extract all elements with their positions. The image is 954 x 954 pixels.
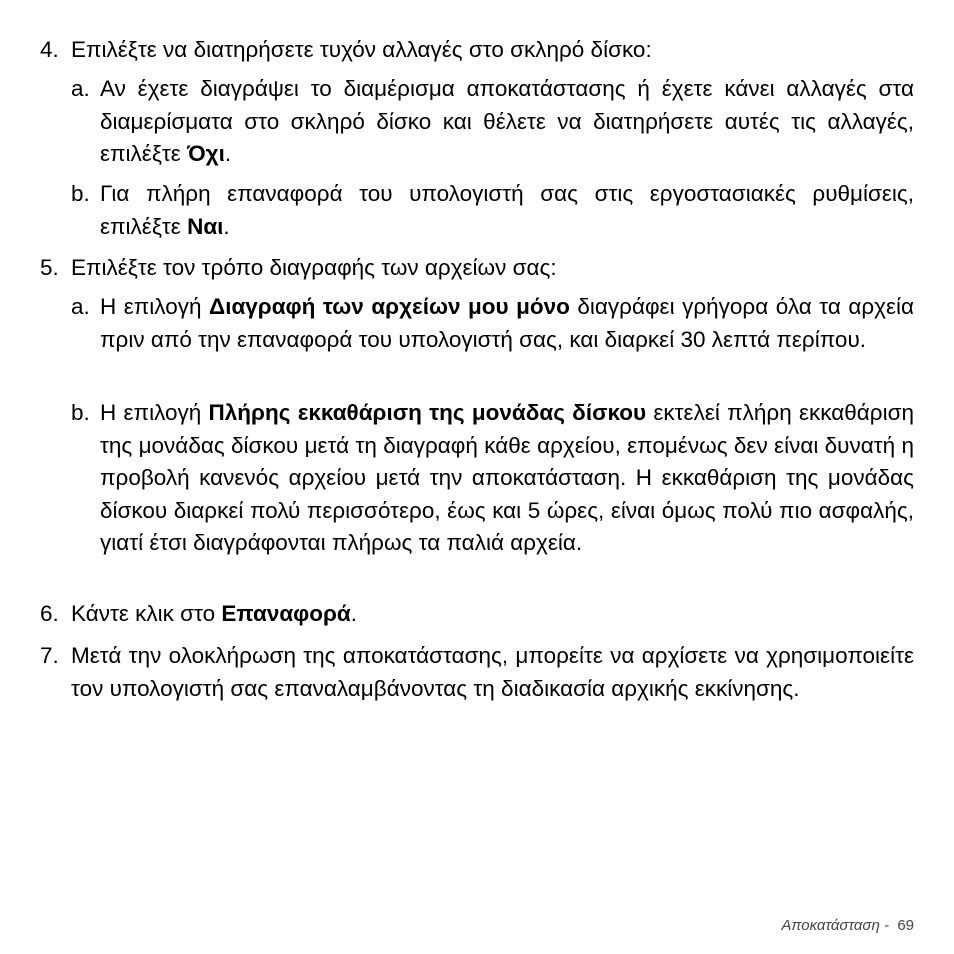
page-footer xyxy=(781,916,914,936)
step-4a-pre: Αν έχετε διαγράψει το διαμέρισμα αποκατάστασης ή έχετε κάνει αλλαγές στα διαμερίσματα στο σκληρό δίσκο και θέλετε να διατηρήσετε αυτές τις αλλαγές, επιλέξτε xyxy=(100,76,914,166)
step-4b-pre: Για πλήρη επαναφορά του υπολογιστή σας στις εργοστασιακές ρυθμίσεις, επιλέξτε xyxy=(100,181,914,239)
substep-letter: b. xyxy=(71,181,90,206)
step-7-text: Μετά την ολοκλήρωση της αποκατάστασης, μπορείτε να αρχίσετε να χρησιμοποιείτε τον υπολογιστή σας επαναλαμβάνοντας τη διαδικασία αρχικής εκκίνησης. xyxy=(71,643,914,701)
step-5b-text xyxy=(100,397,914,560)
step-5-text: Επιλέξτε τον τρόπο διαγραφής των αρχείων σας: xyxy=(71,255,557,280)
page-number: 69 xyxy=(897,917,914,934)
step-6-post: . xyxy=(350,601,358,626)
step-4a-post: . xyxy=(224,141,232,166)
step-5b-pre: Η επιλογή xyxy=(100,400,209,425)
step-5b-bold: Πλήρης εκκαθάριση της μονάδας δίσκου xyxy=(208,400,647,425)
substep-letter: a. xyxy=(71,76,90,101)
footer-section: Αποκατάσταση - xyxy=(781,917,898,934)
step-5b-post: εκτελεί πλήρη εκκαθάριση της μονάδας δίσκου μετά τη διαγραφή κάθε αρχείου, επομένως δεν είναι δυνατή η προβολή κανενός αρχείου μετά την αποκατάσταση. Η εκκαθάριση της μονάδας δίσκου διαρκεί πολύ περισσότερο, έως και 5 ώρες, είναι όμως πολύ πιο ασφαλής, γιατί έτσι διαγράφονται πλήρως τα παλιά αρχεία. xyxy=(100,400,914,555)
step-number: 6. xyxy=(40,601,59,626)
step-number: 5. xyxy=(40,255,59,280)
step-4a-text xyxy=(100,73,914,171)
step-4a-bold: Όχι xyxy=(187,141,225,166)
substep-letter: b. xyxy=(71,400,90,425)
step-5a-post: διαγράφει γρήγορα όλα τα αρχεία πριν από την επαναφορά του υπολογιστή σας, και διαρκεί 30 λεπτά περίπου. xyxy=(100,294,914,352)
step-4b-bold: Ναι xyxy=(187,213,224,239)
step-4b-text xyxy=(100,178,914,243)
substep-letter: a. xyxy=(71,294,90,319)
step-5a-text xyxy=(100,291,914,356)
step-number: 7. xyxy=(40,643,59,668)
step-6-bold: Επαναφορά xyxy=(221,601,351,626)
step-5a-bold: Διαγραφή των αρχείων μου μόνο xyxy=(209,294,570,319)
step-4b-post: . xyxy=(223,213,230,239)
step-6-pre: Κάντε κλικ στο xyxy=(71,601,222,626)
step-number: 4. xyxy=(40,37,59,62)
step-4-text: Επιλέξτε να διατηρήσετε τυχόν αλλαγές στο σκληρό δίσκο: xyxy=(71,37,652,62)
step-6-text xyxy=(71,598,914,631)
step-5a-pre: Η επιλογή xyxy=(100,294,210,319)
